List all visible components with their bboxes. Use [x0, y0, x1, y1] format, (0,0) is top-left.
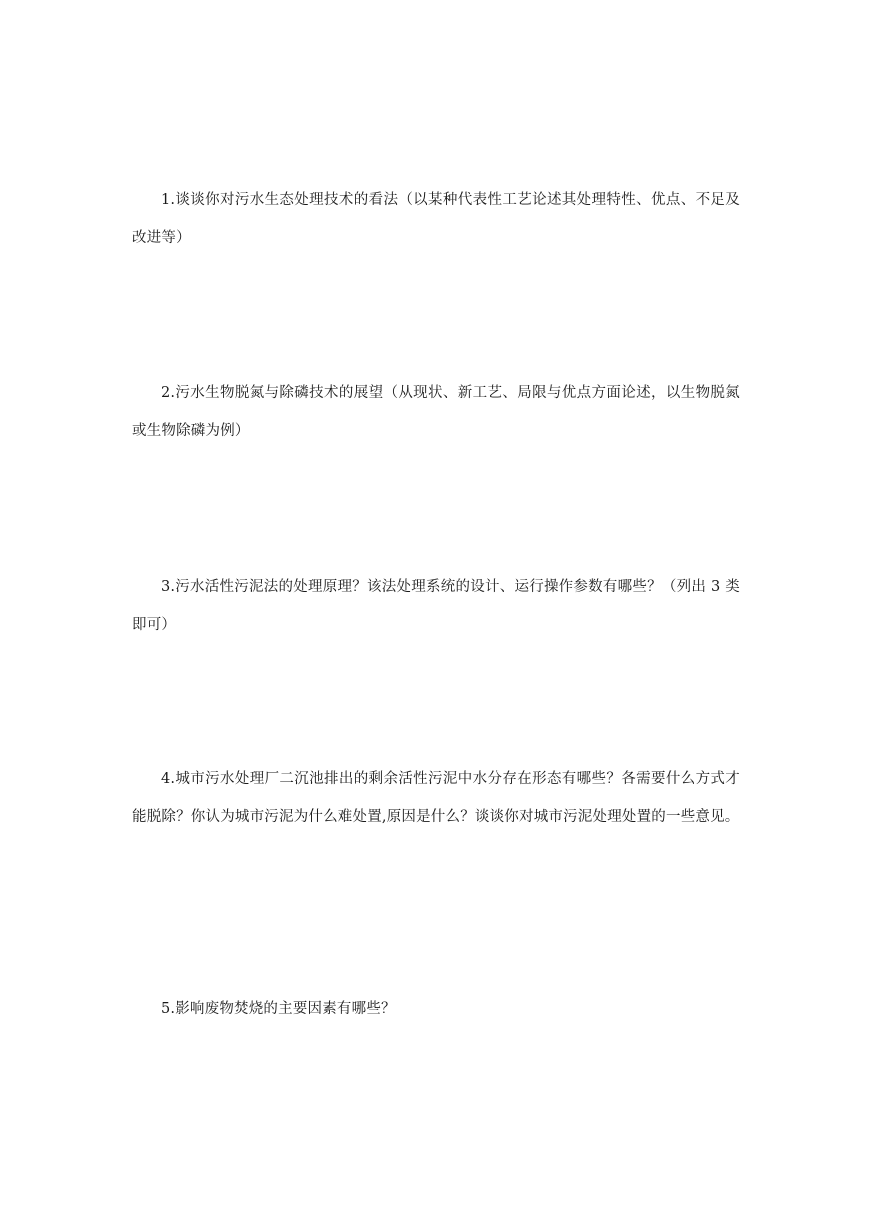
- question-5: 5.影响废物焚烧的主要因素有哪些？: [161, 1001, 396, 1017]
- question-2: 2.污水生物脱氮与除磷技术的展望（从现状、新工艺、局限与优点方面论述，以生物脱氮或生物除磷为例）: [132, 385, 740, 439]
- question-4: 4.城市污水处理厂二沉池排出的剩余活性污泥中水分存在形态有哪些？各需要什么方式才能脱除？你认为城市污泥为什么难处置,原因是什么？谈谈你对城市污泥处理处置的一些意见。: [132, 771, 740, 825]
- question-3: 3.污水活性污泥法的处理原理？该法处理系统的设计、运行操作参数有哪些？（列出 3 类即可）: [132, 579, 740, 633]
- question-1: 1.谈谈你对污水生态处理技术的看法（以某种代表性工艺论述其处理特性、优点、不足及改进等）: [132, 192, 740, 246]
